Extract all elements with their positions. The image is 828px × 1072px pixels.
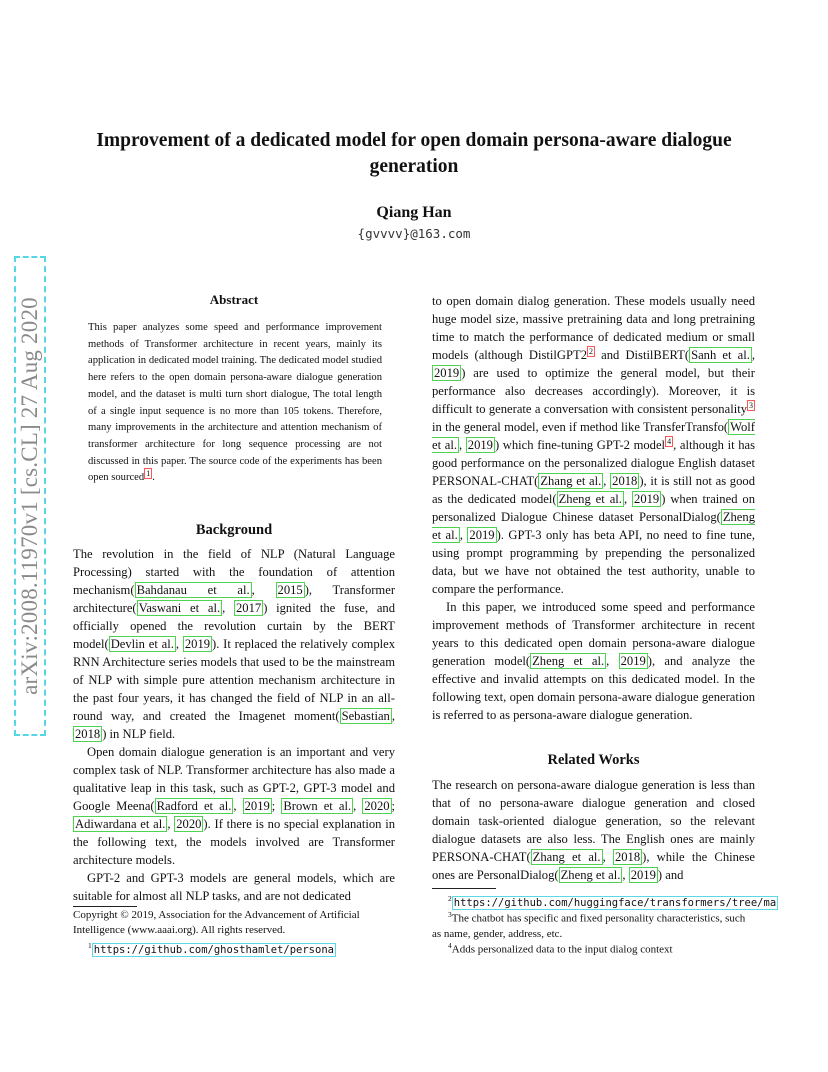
footnote-rule-left [73, 906, 137, 907]
citation-link[interactable]: Vaswani et al. [138, 601, 221, 615]
author-name: Qiang Han [376, 204, 452, 221]
footnote-2: $^2$ https://github.com/huggingface/transformers/tree/ma [448, 894, 777, 909]
background-paragraph-3: GPT-2 and GPT-3 models are general models, which are suitable for almost all NLP tasks, and are not dedicated [73, 871, 395, 903]
citation-link[interactable]: Zhang et al. [532, 850, 601, 864]
right-column [432, 292, 755, 724]
citation-link[interactable]: Devlin et al. [110, 637, 174, 651]
citation-link[interactable]: Zheng et al. [532, 654, 605, 668]
footnote-1-url[interactable]: https://github.com/ghosthamlet/persona [93, 943, 334, 956]
citation-year-link[interactable]: 2019 [184, 637, 211, 651]
citation-link[interactable]: Zheng et al. [558, 492, 622, 506]
background-paragraph-1: The revolution in the field of NLP (Natural Language Processing) started with the foundation of attention mechanism( Bahdanau et al. , 2015 ), Transformer architecture( Vaswani et al. , 2017 ) ignited the fuse, and officially opened the revolution curtain by the BERT model( Devlin et al. , 2019 ). It replaced the relatively complex RNN Architecture series models that used to be the mainstream of NLP with simple pure attention mechanism architecture in the past four years, it has changed the field of NLP in an all-round way, and created the Imagenet moment( Sebastian , 2018 ) in NLP field. [73, 547, 396, 741]
footnote-ref-2[interactable]: 2 [589, 346, 593, 356]
citation-year-link[interactable]: 2020 [364, 799, 390, 813]
citation-year-link[interactable]: 2018 [614, 850, 641, 864]
footnote-2-url[interactable]: https://github.com/huggingface/transformers/tree/ma [453, 896, 777, 909]
citation-year-link[interactable]: 2019 [467, 438, 493, 452]
copyright-notice: Copyright © 2019, Association for the Advancement of Artificial Intelligence (www.aaai.org). All rights reserved. [73, 909, 360, 936]
related-works-paragraph: The research on persona-aware dialogue generation is less than that of no persona-aware dialogue generation and closed domain task-oriented dialogue generation, so the relevant dialogue datasets are also less. The English ones are mainly PERSONA-CHAT( Zhang et al. , 2018 ), while the Chinese ones are PersonalDialog( Zheng et al. , 2019 ) and [432, 778, 756, 882]
citation-link[interactable]: Zheng et al. [560, 868, 621, 882]
citation-year-link[interactable]: 2019 [630, 868, 656, 882]
author-email: {gvvvv}@163.com [357, 226, 471, 241]
related-works-heading: Related Works [547, 752, 640, 768]
footnote-1: $^1$ https://github.com/ghosthamlet/persona [88, 941, 334, 956]
citation-link[interactable]: Zhang et al. [540, 474, 602, 488]
citation-year-link[interactable]: 2017 [236, 601, 262, 615]
abstract-text: This paper analyzes some speed and performance improvement methods of Transformer architecture in recent years, mainly its application in dedicated model training. The dedicated model studied here refers to the open domain persona-aware dialogue generation model, and the dataset is multi turn short dialogue, The total length of a single input sequence is no more than 105 tokens. Therefore, many improvements in the architecture and attention mechanism of transformer architecture for long sequence processing are not discussed in this paper. The source code of the experiments has been open sourced $^1$ . [88, 322, 382, 484]
arxiv-stamp [14, 256, 46, 736]
citation-year-link[interactable]: 2018 [75, 727, 101, 741]
citation-link[interactable]: Adiwardana et al. [75, 817, 166, 831]
citation-year-link[interactable]: 2018 [612, 474, 638, 488]
citation-year-link[interactable]: 2019 [620, 654, 646, 668]
citation-link[interactable]: Sebastian [341, 709, 390, 723]
paper-title: Improvement of a dedicated model for open domain persona-aware dialogue generation [96, 130, 732, 177]
intro-paragraph-2: In this paper, we introduced some speed and performance improvement methods of Transformer architecture in recent years to this dedicated open domain persona-aware dialogue generation model( Zheng et al. , 2019 ), and analyze the effective and invalid attempts on this dedicated model. In the following text, open domain persona-aware dialogue generation is referred to as persona-aware dialogue generation. [432, 600, 756, 722]
citation-link[interactable]: Bahdanau et al. [136, 583, 250, 597]
citation-year-link[interactable]: 2019 [434, 366, 460, 380]
abstract-heading: Abstract [209, 292, 259, 307]
footnote-ref-3[interactable]: 3 [749, 400, 753, 410]
citation-year-link[interactable]: 2019 [469, 528, 495, 542]
citation-year-link[interactable]: 2019 [634, 492, 660, 506]
left-column [73, 545, 395, 905]
footnote-4: $^4$Adds personalized data to the input dialog context [448, 941, 673, 956]
citation-link[interactable]: Radford et al. [156, 799, 232, 813]
intro-paragraph-continued: to open domain dialog generation. These models usually need huge model size, massive pretraining data and long pretraining time to match the performance of dedicated medium or small models (although DistilGPT2 $^2$ and DistilBERT( Sanh et al. , 2019 ) are used to optimize the general model, but their performance also decreases accordingly). Moreover, it is difficult to generate a conversation with consistent personality $^3$ in the general model, even if method like TransferTransfo( Wolf et al. , 2019 ) which fine-tuning GPT-2 model $^4$ , although it has good performance on the personalized dialogue English dataset PERSONAL-CHAT( Zhang et al. , 2018 ), it is still not as good as the dedicated model( Zheng et al. , 2019 ) when trained on personalized Dialogue Chinese dataset PersonalDialog( Zheng et al. , 2019 ). GPT-3 only has beta API, no need to fine tune, using prompt programming by prepending the personalized data, but we have not obtained the test authority, unable to compare the performance. [432, 294, 756, 596]
citation-year-link[interactable]: 2019 [244, 799, 270, 813]
citation-year-link[interactable]: 2015 [277, 583, 303, 597]
footnote-rule-right [432, 888, 496, 889]
citation-link[interactable]: Zheng et al. [432, 510, 755, 542]
footnote-ref-1[interactable]: 1 [146, 468, 151, 478]
arxiv-stamp-text: arXiv:2008.11970v1 [cs.CL] 27 Aug 2020 [17, 297, 42, 695]
footnote-ref-4[interactable]: 4 [667, 436, 672, 446]
background-paragraph-2: Open domain dialogue generation is an important and very complex task of NLP. Transformer architecture has also made a qualitative leap in this task, such as GPT-2, GPT-3 model and Google Meena( Radford et al. , 2019 ; Brown et al. , 2020 ; Adiwardana et al. , 2020 ). If there is no special explanation in the following text, the models involved are Transformer architecture models. [73, 745, 396, 867]
citation-link[interactable]: Sanh et al. [691, 348, 750, 362]
citation-year-link[interactable]: 2020 [176, 817, 202, 831]
citation-link[interactable]: Wolf et al. [432, 420, 755, 452]
citation-link[interactable]: Brown et al. [283, 799, 352, 813]
background-heading: Background [195, 522, 273, 538]
footnote-3: $^3$The chatbot has specific and fixed personality characteristics, such as name, gender, address, etc. [432, 910, 746, 940]
